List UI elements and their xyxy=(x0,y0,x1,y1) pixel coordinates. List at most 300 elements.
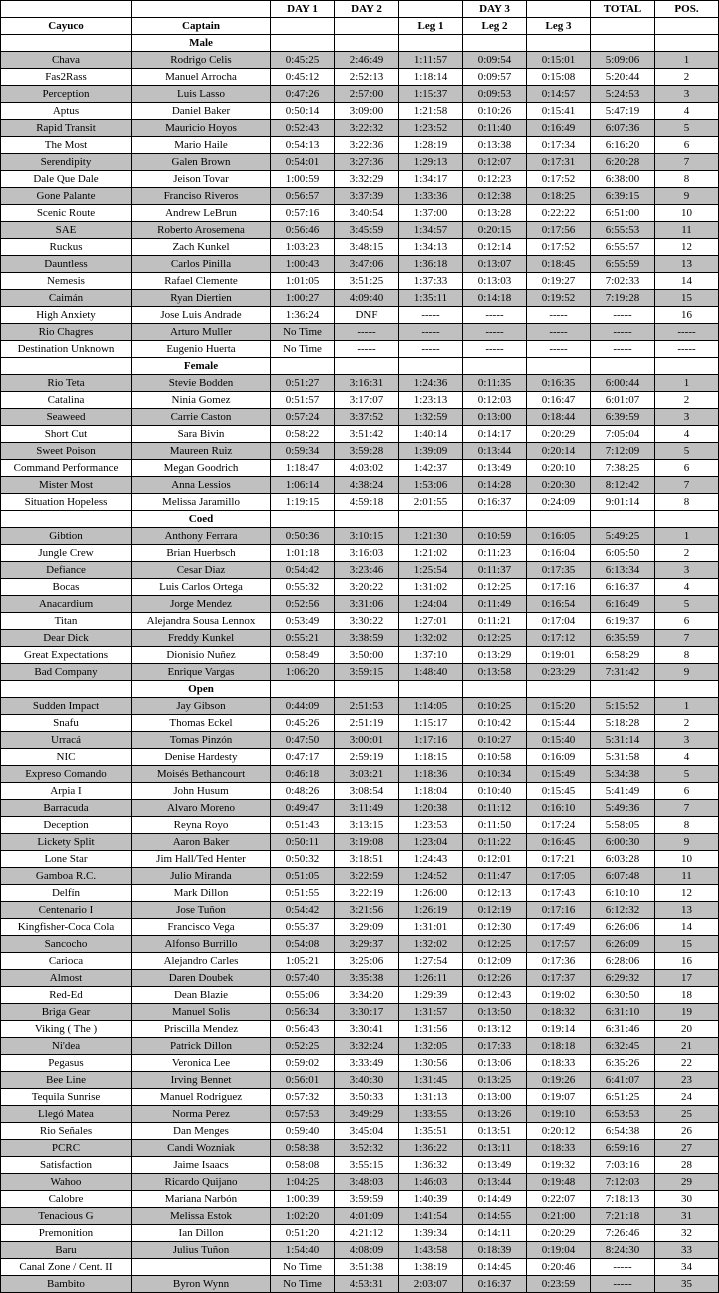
cell-day2: 4:03:02 xyxy=(335,460,399,477)
cell-leg2: 0:13:25 xyxy=(463,1072,527,1089)
cell-total: 6:28:06 xyxy=(591,953,655,970)
cell-total: 6:10:10 xyxy=(591,885,655,902)
cell-leg3: 0:15:01 xyxy=(527,52,591,69)
section-spacer xyxy=(399,511,463,528)
cell-leg1: 1:26:19 xyxy=(399,902,463,919)
cell-captain: Megan Goodrich xyxy=(132,460,271,477)
cell-cayuco: Arpia I xyxy=(1,783,132,800)
cell-captain: Francisco Vega xyxy=(132,919,271,936)
cell-day1: 0:55:37 xyxy=(271,919,335,936)
cell-leg2: 0:10:26 xyxy=(463,103,527,120)
cell-leg2: 0:13:00 xyxy=(463,1089,527,1106)
cell-leg2: 0:12:03 xyxy=(463,392,527,409)
section-header-coed xyxy=(1,511,719,528)
header-leg2: Leg 2 xyxy=(463,18,527,35)
cell-captain: Ricardo Quijano xyxy=(132,1174,271,1191)
table-row xyxy=(1,341,719,358)
cell-cayuco: Almost xyxy=(1,970,132,987)
table-row xyxy=(1,1276,719,1293)
cell-day2: 3:40:30 xyxy=(335,1072,399,1089)
cell-captain: Jay Gibson xyxy=(132,698,271,715)
section-spacer xyxy=(591,358,655,375)
cell-day2: 2:51:53 xyxy=(335,698,399,715)
table-row xyxy=(1,1038,719,1055)
cell-day1: 1:06:20 xyxy=(271,664,335,681)
cell-total: ----- xyxy=(591,324,655,341)
cell-day2: 3:22:32 xyxy=(335,120,399,137)
cell-captain: Tomas Pinzón xyxy=(132,732,271,749)
cell-day2: 4:09:40 xyxy=(335,290,399,307)
table-row xyxy=(1,307,719,324)
cell-total: 6:30:50 xyxy=(591,987,655,1004)
cell-total: 6:03:28 xyxy=(591,851,655,868)
cell-leg3: 0:17:12 xyxy=(527,630,591,647)
cell-captain: Thomas Eckel xyxy=(132,715,271,732)
cell-leg2: 0:13:29 xyxy=(463,647,527,664)
cell-position: 29 xyxy=(655,1174,719,1191)
section-title: Female xyxy=(132,358,271,375)
cell-leg3: 0:16:45 xyxy=(527,834,591,851)
table-row xyxy=(1,902,719,919)
cell-leg1: 1:43:58 xyxy=(399,1242,463,1259)
cell-leg2: 0:13:26 xyxy=(463,1106,527,1123)
cell-cayuco: Ruckus xyxy=(1,239,132,256)
cell-day1: 1:36:24 xyxy=(271,307,335,324)
cell-leg3: 0:18:45 xyxy=(527,256,591,273)
cell-position: 5 xyxy=(655,443,719,460)
cell-position: 11 xyxy=(655,868,719,885)
cell-position: ----- xyxy=(655,341,719,358)
cell-leg2: 0:12:01 xyxy=(463,851,527,868)
cell-leg2: 0:10:58 xyxy=(463,749,527,766)
cell-leg2: 0:12:07 xyxy=(463,154,527,171)
cell-leg2: 0:12:19 xyxy=(463,902,527,919)
table-row xyxy=(1,273,719,290)
header-cell xyxy=(271,18,335,35)
cell-leg3: 0:15:41 xyxy=(527,103,591,120)
cell-leg2: 0:12:43 xyxy=(463,987,527,1004)
cell-day1: 1:02:20 xyxy=(271,1208,335,1225)
table-row xyxy=(1,205,719,222)
cell-leg3: 0:19:04 xyxy=(527,1242,591,1259)
cell-day2: 3:50:33 xyxy=(335,1089,399,1106)
cell-cayuco: Rio Señales xyxy=(1,1123,132,1140)
table-row xyxy=(1,1208,719,1225)
cell-day2: 3:32:24 xyxy=(335,1038,399,1055)
cell-cayuco: Caimán xyxy=(1,290,132,307)
cell-cayuco: Wahoo xyxy=(1,1174,132,1191)
cell-leg1: 1:15:37 xyxy=(399,86,463,103)
cell-day1: 0:51:27 xyxy=(271,375,335,392)
cell-leg3: 0:14:57 xyxy=(527,86,591,103)
cell-day1: 1:01:05 xyxy=(271,273,335,290)
table-row xyxy=(1,1106,719,1123)
section-spacer xyxy=(271,511,335,528)
cell-leg3: 0:17:16 xyxy=(527,579,591,596)
cell-leg3: 0:19:01 xyxy=(527,647,591,664)
cell-total: 6:59:16 xyxy=(591,1140,655,1157)
cell-captain: Reyna Royo xyxy=(132,817,271,834)
table-row xyxy=(1,290,719,307)
cell-day2: 2:46:49 xyxy=(335,52,399,69)
cell-leg2: 0:13:50 xyxy=(463,1004,527,1021)
cell-day2: 4:38:24 xyxy=(335,477,399,494)
cell-leg1: 1:31:13 xyxy=(399,1089,463,1106)
cell-leg1: 1:15:17 xyxy=(399,715,463,732)
cell-leg1: 1:23:13 xyxy=(399,392,463,409)
table-row xyxy=(1,460,719,477)
cell-leg3: 0:17:37 xyxy=(527,970,591,987)
cell-day2: 4:21:12 xyxy=(335,1225,399,1242)
cell-cayuco: Deception xyxy=(1,817,132,834)
table-row xyxy=(1,766,719,783)
header-captain: Captain xyxy=(132,18,271,35)
cell-leg2: 0:18:39 xyxy=(463,1242,527,1259)
cell-captain: Mauricio Hoyos xyxy=(132,120,271,137)
cell-day1: 0:58:49 xyxy=(271,647,335,664)
table-row xyxy=(1,630,719,647)
cell-leg3: 0:22:07 xyxy=(527,1191,591,1208)
cell-day1: 0:59:34 xyxy=(271,443,335,460)
cell-leg2: 0:13:49 xyxy=(463,1157,527,1174)
cell-day2: 3:19:08 xyxy=(335,834,399,851)
cell-total: 7:18:13 xyxy=(591,1191,655,1208)
cell-day2: 3:08:54 xyxy=(335,783,399,800)
cell-captain: Dean Blazie xyxy=(132,987,271,1004)
cell-cayuco: Lickety Split xyxy=(1,834,132,851)
table-row xyxy=(1,885,719,902)
table-row xyxy=(1,528,719,545)
cell-leg3: 0:20:30 xyxy=(527,477,591,494)
cell-total: 5:41:49 xyxy=(591,783,655,800)
cell-captain: Veronica Lee xyxy=(132,1055,271,1072)
cell-day2: 3:16:03 xyxy=(335,545,399,562)
cell-day2: 3:34:20 xyxy=(335,987,399,1004)
cell-cayuco: Dale Que Dale xyxy=(1,171,132,188)
cell-leg2: 0:14:45 xyxy=(463,1259,527,1276)
cell-day2: 3:17:07 xyxy=(335,392,399,409)
cell-day2: 3:10:15 xyxy=(335,528,399,545)
cell-leg3: 0:18:33 xyxy=(527,1140,591,1157)
table-row xyxy=(1,868,719,885)
cell-position: 7 xyxy=(655,800,719,817)
cell-position: 16 xyxy=(655,307,719,324)
cell-leg1: 1:17:16 xyxy=(399,732,463,749)
cell-leg1: 1:36:22 xyxy=(399,1140,463,1157)
cell-day2: 3:00:01 xyxy=(335,732,399,749)
cell-leg2: 0:10:42 xyxy=(463,715,527,732)
cell-total: 6:39:15 xyxy=(591,188,655,205)
cell-position: 3 xyxy=(655,732,719,749)
cell-position: 34 xyxy=(655,1259,719,1276)
cell-captain: Ninia Gomez xyxy=(132,392,271,409)
cell-captain: Maureen Ruiz xyxy=(132,443,271,460)
cell-position: 5 xyxy=(655,120,719,137)
cell-leg2: 0:10:34 xyxy=(463,766,527,783)
cell-position: 4 xyxy=(655,749,719,766)
cell-day1: 0:54:42 xyxy=(271,902,335,919)
cell-leg3: 0:17:49 xyxy=(527,919,591,936)
cell-day2: 3:38:59 xyxy=(335,630,399,647)
cell-leg2: 0:12:23 xyxy=(463,171,527,188)
table-row xyxy=(1,1225,719,1242)
table-row xyxy=(1,1004,719,1021)
cell-day2: 4:59:18 xyxy=(335,494,399,511)
cell-leg1: 1:42:37 xyxy=(399,460,463,477)
cell-position: 6 xyxy=(655,783,719,800)
cell-total: 6:13:34 xyxy=(591,562,655,579)
cell-position: 4 xyxy=(655,103,719,120)
cell-day2: 4:08:09 xyxy=(335,1242,399,1259)
table-row xyxy=(1,1021,719,1038)
cell-captain: Alvaro Moreno xyxy=(132,800,271,817)
cell-leg2: 0:12:25 xyxy=(463,630,527,647)
header-leg1: Leg 1 xyxy=(399,18,463,35)
cell-leg1: 1:24:52 xyxy=(399,868,463,885)
cell-total: 5:09:06 xyxy=(591,52,655,69)
cell-captain: Daren Doubek xyxy=(132,970,271,987)
table-row xyxy=(1,1242,719,1259)
cell-day2: 3:23:46 xyxy=(335,562,399,579)
cell-cayuco: Llegó Matea xyxy=(1,1106,132,1123)
cell-leg3: 0:15:49 xyxy=(527,766,591,783)
cell-leg2: 0:14:49 xyxy=(463,1191,527,1208)
cell-cayuco: Baru xyxy=(1,1242,132,1259)
cell-captain: Anna Lessios xyxy=(132,477,271,494)
cell-day2: 3:16:31 xyxy=(335,375,399,392)
section-title: Coed xyxy=(132,511,271,528)
cell-total: 5:49:25 xyxy=(591,528,655,545)
cell-total: 6:26:09 xyxy=(591,936,655,953)
cell-position: 19 xyxy=(655,1004,719,1021)
cell-total: 6:31:10 xyxy=(591,1004,655,1021)
section-spacer xyxy=(655,681,719,698)
cell-day1: No Time xyxy=(271,1276,335,1293)
cell-day2: 3:13:15 xyxy=(335,817,399,834)
cell-leg3: 0:17:31 xyxy=(527,154,591,171)
cell-cayuco: Bocas xyxy=(1,579,132,596)
cell-leg2: 0:10:59 xyxy=(463,528,527,545)
cell-leg3: 0:19:02 xyxy=(527,987,591,1004)
cell-leg2: 0:13:12 xyxy=(463,1021,527,1038)
cell-cayuco: Great Expectations xyxy=(1,647,132,664)
cell-cayuco: Rio Teta xyxy=(1,375,132,392)
cell-leg3: 0:23:29 xyxy=(527,664,591,681)
cell-leg1: 1:31:45 xyxy=(399,1072,463,1089)
cell-leg1: 1:36:32 xyxy=(399,1157,463,1174)
cell-leg1: 1:28:19 xyxy=(399,137,463,154)
cell-leg3: 0:22:22 xyxy=(527,205,591,222)
cell-total: 6:35:26 xyxy=(591,1055,655,1072)
cell-total: 7:21:18 xyxy=(591,1208,655,1225)
cell-day1: 0:57:24 xyxy=(271,409,335,426)
cell-total: 7:38:25 xyxy=(591,460,655,477)
cell-leg2: 0:12:26 xyxy=(463,970,527,987)
cell-cayuco: Sancocho xyxy=(1,936,132,953)
cell-total: 6:51:25 xyxy=(591,1089,655,1106)
cell-leg2: 0:13:51 xyxy=(463,1123,527,1140)
cell-leg2: 0:13:38 xyxy=(463,137,527,154)
cell-total: 5:18:28 xyxy=(591,715,655,732)
cell-leg1: 1:40:39 xyxy=(399,1191,463,1208)
cell-leg2: 0:11:40 xyxy=(463,120,527,137)
cell-leg2: 0:16:37 xyxy=(463,494,527,511)
cell-day1: 0:55:32 xyxy=(271,579,335,596)
cell-leg3: 0:20:46 xyxy=(527,1259,591,1276)
cell-cayuco: Sudden Impact xyxy=(1,698,132,715)
cell-cayuco: Gone Palante xyxy=(1,188,132,205)
cell-captain: Julio Miranda xyxy=(132,868,271,885)
table-row xyxy=(1,409,719,426)
cell-leg2: 0:16:37 xyxy=(463,1276,527,1293)
header-row-columns xyxy=(1,18,719,35)
cell-leg3: 0:17:34 xyxy=(527,137,591,154)
cell-captain: Alfonso Burrillo xyxy=(132,936,271,953)
cell-leg3: 0:17:21 xyxy=(527,851,591,868)
table-row xyxy=(1,545,719,562)
cell-total: 7:03:16 xyxy=(591,1157,655,1174)
cell-leg2: 0:09:53 xyxy=(463,86,527,103)
table-row xyxy=(1,749,719,766)
cell-day1: 0:56:57 xyxy=(271,188,335,205)
header-cell xyxy=(591,18,655,35)
section-spacer xyxy=(591,35,655,52)
cell-captain: Andrew LeBrun xyxy=(132,205,271,222)
cell-day2: 3:40:54 xyxy=(335,205,399,222)
cell-position: 13 xyxy=(655,256,719,273)
cell-leg2: 0:09:54 xyxy=(463,52,527,69)
cell-day1: 1:00:43 xyxy=(271,256,335,273)
table-row xyxy=(1,239,719,256)
cell-day2: 3:37:52 xyxy=(335,409,399,426)
cell-day2: 3:47:06 xyxy=(335,256,399,273)
cell-position: 13 xyxy=(655,902,719,919)
cell-cayuco: Serendipity xyxy=(1,154,132,171)
cell-total: 6:58:29 xyxy=(591,647,655,664)
cell-leg2: 0:12:25 xyxy=(463,579,527,596)
cell-total: 6:12:32 xyxy=(591,902,655,919)
table-row xyxy=(1,1089,719,1106)
cell-leg2: ----- xyxy=(463,341,527,358)
cell-position: 2 xyxy=(655,545,719,562)
cell-total: 7:12:03 xyxy=(591,1174,655,1191)
cell-cayuco: Sweet Poison xyxy=(1,443,132,460)
cell-day1: 0:57:16 xyxy=(271,205,335,222)
cell-captain: Carrie Caston xyxy=(132,409,271,426)
cell-leg1: 1:26:11 xyxy=(399,970,463,987)
cell-day2: 3:09:00 xyxy=(335,103,399,120)
cell-total: 6:29:32 xyxy=(591,970,655,987)
cell-day2: 2:52:13 xyxy=(335,69,399,86)
cell-leg3: 0:18:44 xyxy=(527,409,591,426)
cell-captain: Rodrigo Celis xyxy=(132,52,271,69)
cell-leg2: 0:14:18 xyxy=(463,290,527,307)
header-cell xyxy=(1,1,132,18)
table-row xyxy=(1,936,719,953)
cell-cayuco: Viking ( The ) xyxy=(1,1021,132,1038)
cell-day2: 3:32:29 xyxy=(335,171,399,188)
cell-leg2: 0:17:33 xyxy=(463,1038,527,1055)
cell-day1: 1:05:21 xyxy=(271,953,335,970)
cell-leg3: 0:21:00 xyxy=(527,1208,591,1225)
table-row xyxy=(1,256,719,273)
cell-leg1: 1:39:34 xyxy=(399,1225,463,1242)
cell-cayuco: Canal Zone / Cent. II xyxy=(1,1259,132,1276)
cell-leg3: 0:17:05 xyxy=(527,868,591,885)
section-spacer xyxy=(463,35,527,52)
cell-leg3: 0:18:18 xyxy=(527,1038,591,1055)
cell-position: 20 xyxy=(655,1021,719,1038)
cell-leg2: 0:09:57 xyxy=(463,69,527,86)
cell-total: 5:47:19 xyxy=(591,103,655,120)
cell-leg2: 0:13:58 xyxy=(463,664,527,681)
cell-position: 18 xyxy=(655,987,719,1004)
cell-cayuco: Bad Company xyxy=(1,664,132,681)
header-cell xyxy=(335,18,399,35)
cell-day2: 3:25:06 xyxy=(335,953,399,970)
cell-day1: 0:51:55 xyxy=(271,885,335,902)
cell-day1: 0:44:09 xyxy=(271,698,335,715)
cell-total: 7:05:04 xyxy=(591,426,655,443)
cell-position: 16 xyxy=(655,953,719,970)
cell-leg1: 1:23:53 xyxy=(399,817,463,834)
cell-leg1: 1:20:38 xyxy=(399,800,463,817)
cell-captain xyxy=(132,1259,271,1276)
cell-cayuco: Expreso Comando xyxy=(1,766,132,783)
cell-day1: No Time xyxy=(271,1259,335,1276)
header-cell xyxy=(527,1,591,18)
cell-captain: Manuel Arrocha xyxy=(132,69,271,86)
cell-day1: 0:45:25 xyxy=(271,52,335,69)
cell-total: 7:02:33 xyxy=(591,273,655,290)
section-spacer xyxy=(591,511,655,528)
cell-leg3: 0:17:56 xyxy=(527,222,591,239)
cell-day2: 3:45:59 xyxy=(335,222,399,239)
cell-captain: Alejandro Carles xyxy=(132,953,271,970)
table-row xyxy=(1,851,719,868)
cell-captain: Mariana Narbón xyxy=(132,1191,271,1208)
cell-day1: 1:01:18 xyxy=(271,545,335,562)
cell-total: 6:31:46 xyxy=(591,1021,655,1038)
cell-day1: 1:04:25 xyxy=(271,1174,335,1191)
cell-position: 8 xyxy=(655,817,719,834)
cell-day2: 3:22:59 xyxy=(335,868,399,885)
cell-leg2: 0:11:37 xyxy=(463,562,527,579)
cell-cayuco: Carioca xyxy=(1,953,132,970)
cell-day1: 0:50:14 xyxy=(271,103,335,120)
cell-position: 11 xyxy=(655,222,719,239)
cell-captain: Irving Bennet xyxy=(132,1072,271,1089)
cell-cayuco: Calobre xyxy=(1,1191,132,1208)
cell-day1: 0:51:05 xyxy=(271,868,335,885)
cell-position: 7 xyxy=(655,154,719,171)
cell-total: 5:20:44 xyxy=(591,69,655,86)
cell-leg3: 0:17:24 xyxy=(527,817,591,834)
cell-leg1: 1:35:11 xyxy=(399,290,463,307)
cell-captain: Arturo Muller xyxy=(132,324,271,341)
section-spacer xyxy=(1,511,132,528)
cell-captain: John Husum xyxy=(132,783,271,800)
section-spacer xyxy=(655,358,719,375)
cell-leg3: 0:23:59 xyxy=(527,1276,591,1293)
table-row xyxy=(1,86,719,103)
cell-captain: Jaime Isaacs xyxy=(132,1157,271,1174)
cell-position: 15 xyxy=(655,290,719,307)
cell-day2: DNF xyxy=(335,307,399,324)
table-row xyxy=(1,52,719,69)
cell-position: 21 xyxy=(655,1038,719,1055)
cell-day1: 0:49:47 xyxy=(271,800,335,817)
